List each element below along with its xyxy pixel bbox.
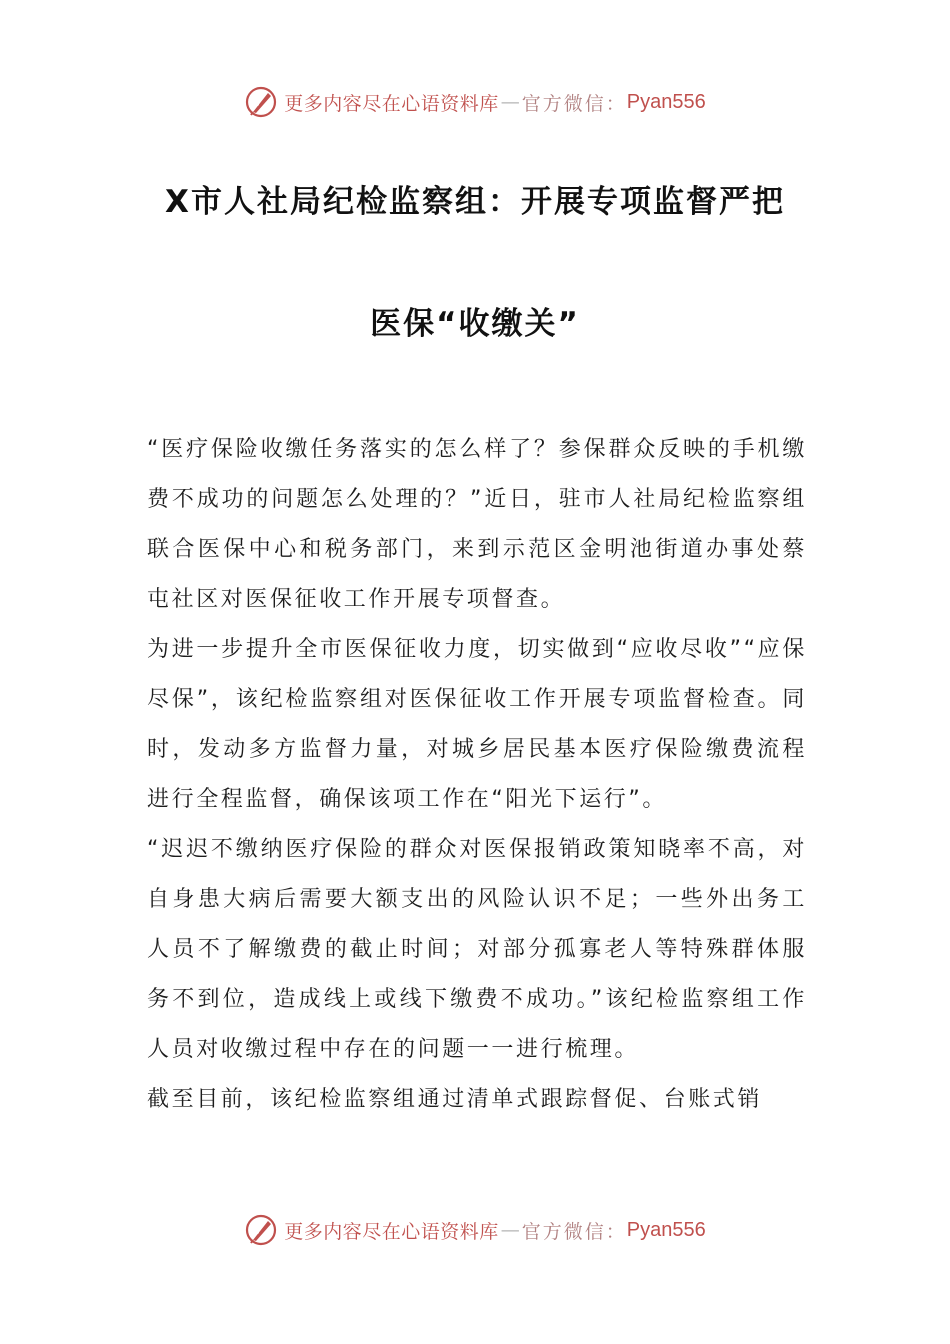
body-paragraph: 为进一步提升全市医保征收力度，切实做到“应收尽收”“应保尽保”，该纪检监察组对医保征收工作开展专项监督检查。同时，发动多方监督力量，对城乡居民基本医疗保险缴费流程进行全程监督，确保该项工作在“阳光下运行”。: [147, 637, 807, 812]
footer-banner: [0, 1210, 950, 1250]
body-paragraph: “迟迟不缴纳医疗保险的群众对医保报销政策知晓率不高，对自身患大病后需要大额支出的风险认识不足；一些外出务工人员不了解缴费的截止时间；对部分孤寡老人等特殊群体服务不到位，造成线上或线下缴费不成功。”该纪检监察组工作人员对收缴过程中存在的问题一一进行梳理。: [147, 837, 807, 1062]
body-paragraph: 截至目前，该纪检监察组通过清单式跟踪督促、台账式销: [147, 1087, 763, 1112]
document-body: [147, 425, 807, 1125]
document-title-line-1: X市人社局纪检监察组：开展专项监督严把: [165, 184, 785, 220]
banner-wechat-id: Pyan556: [626, 90, 706, 113]
banner-text: 更多内容尽在心语资料库: [284, 92, 499, 115]
document-title-line-2: 医保“收缴关”: [370, 306, 580, 342]
banner-separator: —: [500, 1219, 520, 1241]
header-banner: [0, 82, 950, 122]
quill-pen-logo-icon: [244, 85, 278, 119]
banner-wechat-label: 官方微信：: [521, 1220, 627, 1243]
body-paragraph: “医疗保险收缴任务落实的怎么样了？参保群众反映的手机缴费不成功的问题怎么处理的？”近日，驻市人社局纪检监察组联合医保中心和税务部门，来到示范区金明池街道办事处蔡屯社区对医保征收工作开展专项督查。: [147, 437, 807, 612]
quill-pen-logo-icon: [244, 1213, 278, 1247]
banner-separator: —: [500, 91, 520, 113]
banner-wechat-label: 官方微信：: [521, 92, 627, 115]
banner-wechat-id: Pyan556: [626, 1218, 706, 1241]
banner-text: 更多内容尽在心语资料库: [284, 1220, 499, 1243]
